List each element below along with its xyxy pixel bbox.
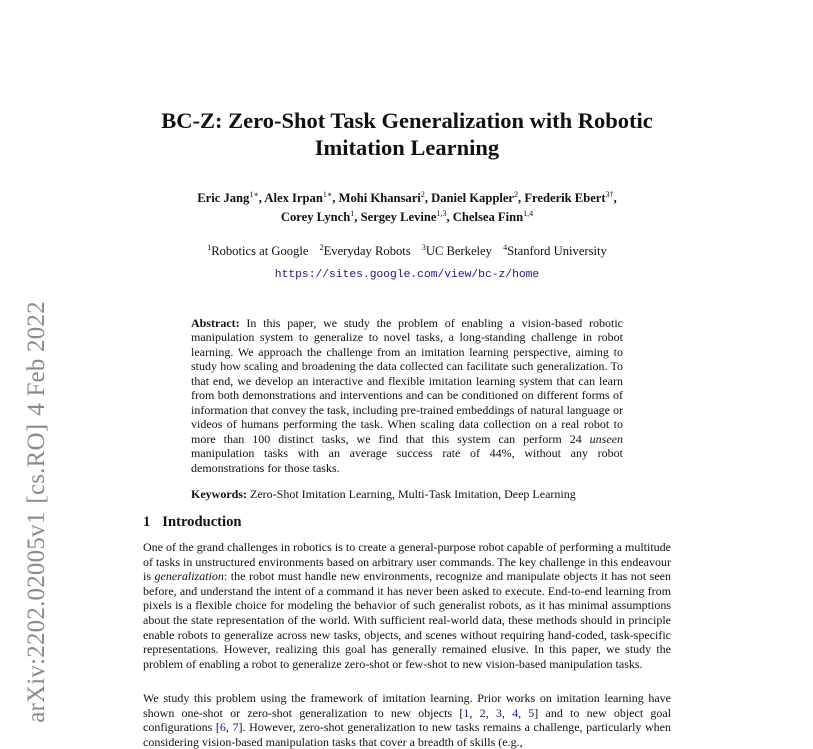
author: Mohi Khansari$^2$, [338,190,432,206]
affiliation: $^1$Robotics at Google [207,243,309,259]
author: Eric Jang$^{1∗}$, [197,190,265,206]
author: Frederik Ebert$^{3\dagger}$, [524,190,617,206]
affiliation: $^3$UC Berkeley [421,243,492,259]
citation-link[interactable]: 3 [495,705,502,720]
section-number: 1 [143,514,151,530]
affiliation: $^4$Stanford University [503,243,607,259]
author: Alex Irpan$^{1∗}$, [264,190,339,206]
affiliation: $^2$Everyday Robots [319,243,411,259]
paper-title [140,107,674,161]
title-line-1: BC-Z: Zero-Shot Task Generalization with Robotic [161,108,653,133]
intro-paragraph-1: One of the grand challenges in robotics is to create a general-purpose robot capable of performing a multitude of tasks in unstructured environments based on arbitrary user commands. The key challenge in this endeavour is generalization: the robot must handle new environments, recognize and manipulate objects it has not seen before, and understand the intent of a command it has never been asked to execute. End-to-end learning from pixels is a flexible choice for modeling the behavior of such generalist robots, as it has minimal assumptions about the state representation of the world. With sufficient real-world data, these methods should in principle enable robots to generalize across new tasks, objects, and scenes without requiring hand-coded, task-specific representations. However, realizing this goal has generally remained elusive. In this paper, we study the problem of enabling a robot to generalize zero-shot or few-shot to new vision-based manipulation tasks. [143,540,671,671]
citation-link[interactable]: 5 [528,705,535,720]
project-url-link[interactable]: https://sites.google.com/view/bc-z/home [274,269,540,281]
author: Corey Lynch$^1$, [280,209,361,225]
affiliations [140,240,674,259]
citation-link[interactable]: 6 [219,720,226,735]
author: Chelsea Finn$^{1,4}$ [452,209,534,225]
title-line-2: Imitation Learning [314,135,500,160]
section-title: Introduction [162,514,242,530]
citation-link[interactable]: 1 [463,705,470,720]
arxiv-identifier-sidebar [23,297,51,727]
keywords: Keywords: Zero-Shot Imitation Learning, Multi-Task Imitation, Deep Learning [191,487,576,501]
abstract-label: Abstract: [191,316,240,330]
citation-link[interactable]: 7 [232,720,239,735]
author: Daniel Kappler$^2$, [431,190,525,206]
intro-paragraph-2: We study this problem using the framework of imitation learning. Prior works on imitation learning have shown one-shot or zero-shot generalization to new objects [1, 2, 3, 4, 5] and to new object goal configurations [6, 7]. However, zero-shot generalization to new tasks remains a challenge, particularly when considering vision-based manipulation tasks that cover a breadth of skills (e.g., [143,691,672,749]
citation-link[interactable]: 4 [512,705,519,720]
arxiv-date: 4 Feb 2022 [23,301,50,416]
author: Sergey Levine$^{1,3}$, [360,209,453,225]
arxiv-id: arXiv:2202.02005v1 [23,511,50,723]
author-list [140,187,674,225]
arxiv-category: [cs.RO] [23,423,50,504]
citation-link[interactable]: 2 [479,705,486,720]
section-heading-introduction [143,514,242,531]
keywords-label: Keywords: [191,487,247,501]
abstract: Abstract: In this paper, we study the problem of enabling a vision-based robotic manipulation system to generalize to novel tasks, a long-standing challenge in robot learning. We approach the challenge from an imitation learning perspective, aiming to study how scaling and broadening the data collected can facilitate such generalization. To that end, we develop an interactive and flexible imitation learning system that can learn from both demonstrations and interventions and can be conditioned on different forms of information that convey the task, including pre-trained embeddings of natural language or videos of humans performing the task. When scaling data collection on a real robot to more than 100 distinct tasks, we find that this system can perform 24 unseen manipulation tasks with an average success rate of 44%, without any robot demonstrations for those tasks. [191,316,623,475]
